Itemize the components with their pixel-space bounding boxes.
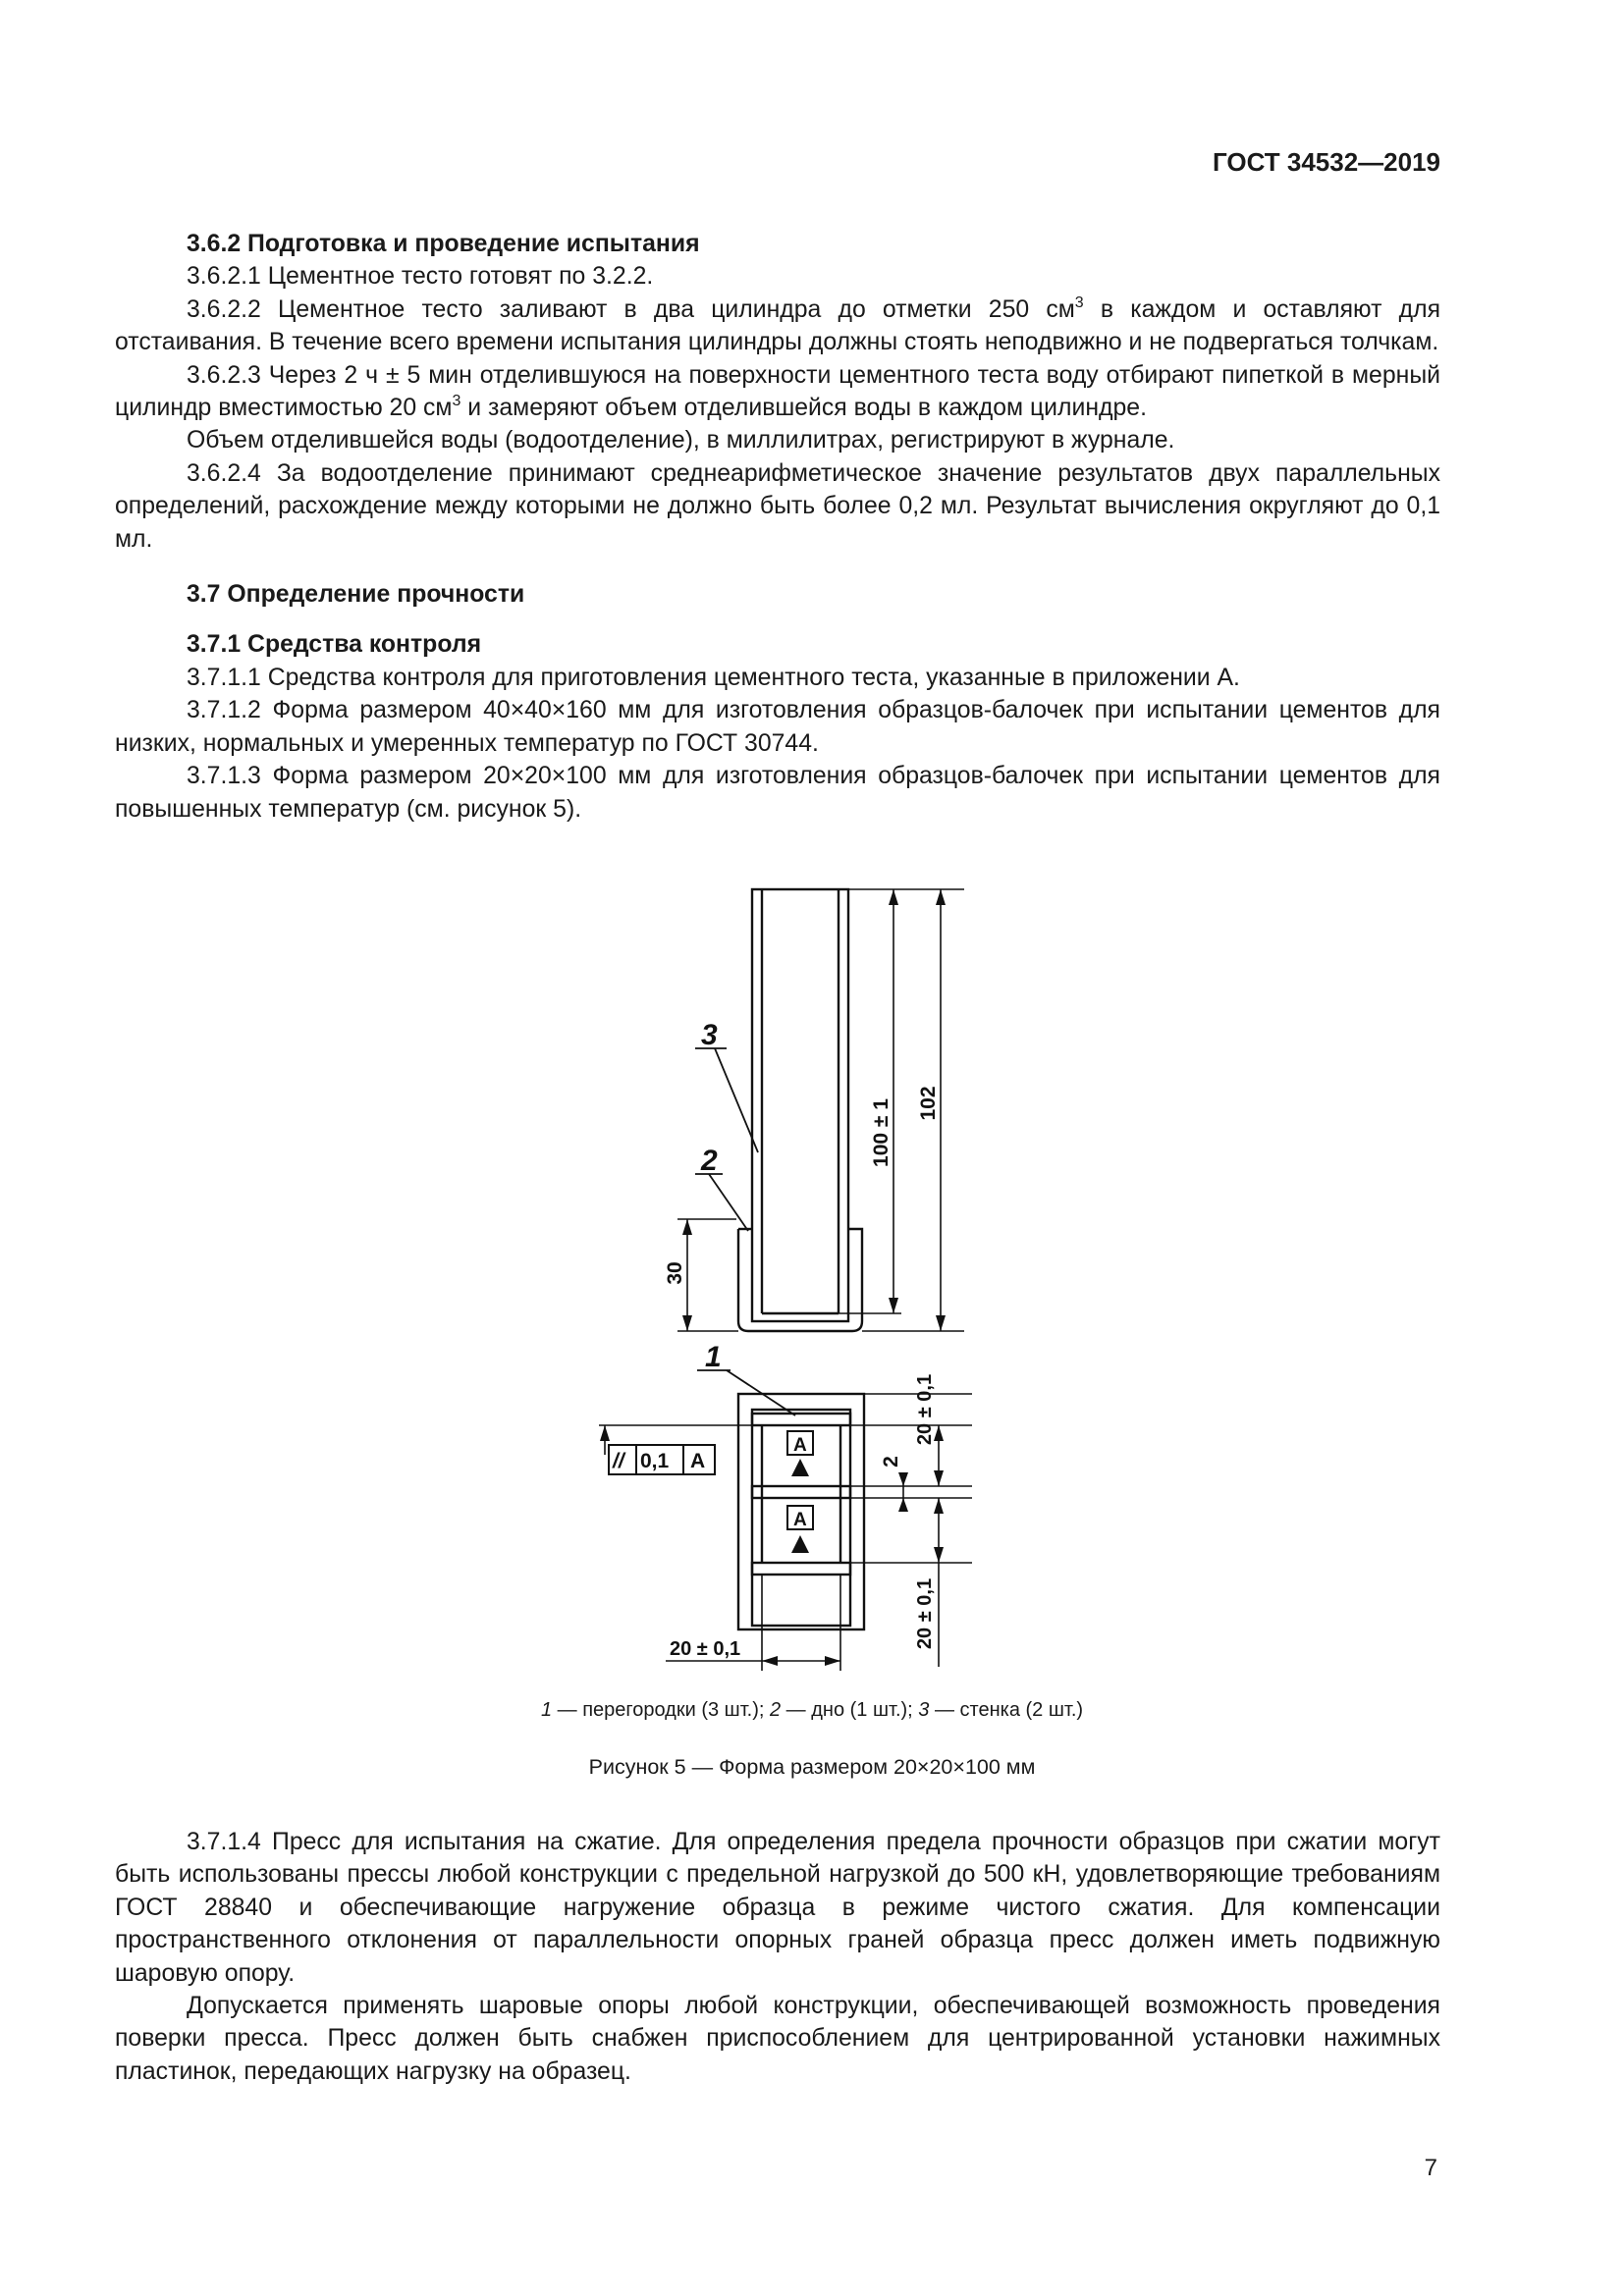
datum-triangle-2 — [791, 1535, 809, 1553]
document-code: ГОСТ 34532—2019 — [1213, 147, 1440, 177]
dim-20-bottom-label: 20 ± 0,1 — [914, 1577, 936, 1650]
text-block-top — [115, 228, 1440, 826]
figure-legend — [0, 1699, 1624, 1722]
arrow-100-bottom — [889, 1298, 898, 1313]
partition-top — [752, 1414, 850, 1425]
paragraph-3-6-2-4: 3.6.2.4 За водоотделение принимают среднеарифметическое значение результатов двух параллельных определений, расхождение между которыми не должно быть более 0,2 мл. Результат вычисления округляют до 0,1 мл. — [115, 459, 1440, 553]
legend-num-3: 3 — [918, 1699, 930, 1721]
legend-num-1: 1 — [540, 1699, 553, 1721]
bottom-plate — [738, 1229, 862, 1331]
leader-2 — [709, 1174, 748, 1231]
arrow-20-bottom-up — [934, 1498, 944, 1514]
arrow-102-bottom — [936, 1315, 946, 1331]
paragraph-3-6-2-3-part-a: 3.6.2.3 Через 2 ч ± 5 мин отделившуюся на поверхности цементного теста воду отбирают пипеткой в мерный цилиндр вместимостью 20 см — [115, 361, 1440, 422]
callout-2: 2 — [701, 1145, 718, 1177]
paragraph-3-6-2-3-part-b: и замеряют объем отделившейся воды в каждом цилиндре. — [460, 395, 1147, 422]
tol-arrow — [600, 1425, 610, 1441]
dim-width-label: 20 ± 0,1 — [670, 1638, 741, 1660]
paragraph-3-7-1-1: 3.7.1.1 Средства контроля для приготовления цементного теста, указанные в приложении А. — [187, 664, 1240, 691]
superscript-3: 3 — [1074, 294, 1084, 311]
page-number: 7 — [1424, 2155, 1437, 2181]
legend-text-3: — стенка (2 шт.) — [929, 1699, 1084, 1721]
arrow-width-right — [825, 1656, 840, 1666]
paragraph-3-6-2-2-part-b: в каждом и оставляют для отстаивания. В течение всего времени испытания цилиндры должны стоять неподвижно и не подвергаться толчкам. — [115, 295, 1440, 356]
arrow-30-top — [682, 1219, 692, 1235]
section-heading-3-7-1: 3.7.1 Средства контроля — [187, 631, 482, 659]
arrow-20-top-down — [934, 1470, 944, 1486]
paragraph-3-7-1-2: 3.7.1.2 Форма размером 40×40×160 мм для изготовления образцов-балочек при испытании цементов для низких, нормальных и умеренных температур по ГОСТ 30744. — [115, 697, 1440, 757]
datum-label-a-1: А — [793, 1435, 807, 1456]
paragraph-ball-supports: Допускается применять шаровые опоры любой конструкции, обеспечивающей возможность проведения поверки пресса. Пресс должен быть снабжен приспособлением для центрированной установки нажимных пластинок, передающих нагрузку на образец. — [115, 1993, 1440, 2085]
figure-caption: Рисунок 5 — Форма размером 20×20×100 мм — [588, 1755, 1036, 1779]
datum-triangle-1 — [791, 1459, 809, 1476]
arrow-20-bottom-down — [934, 1547, 944, 1563]
partition-bottom — [752, 1563, 850, 1575]
side-wall-outline — [752, 889, 848, 1321]
dim-2-label: 2 — [880, 1456, 902, 1468]
arrow-102-top — [936, 889, 946, 905]
paragraph-3-7-1-4: 3.7.1.4 Пресс для испытания на сжатие. Для определения предела прочности образцов при сжатии могут быть использованы прессы любой конструкции с предельной нагрузкой до 500 кН, удовлетворяющие требованиям ГОСТ 28840 и обеспечивающие нагружение образца в режиме чистого сжатия. Для компенсации пространственного отклонения от параллельности опорных граней образца пресс должен иметь подвижную шаровую опору. — [115, 1829, 1440, 1987]
paragraph-3-7-1-3: 3.7.1.3 Форма размером 20×20×100 мм для изготовления образцов-балочек при испытании цементов для повышенных температур (см. рисунок 5). — [115, 763, 1440, 823]
dim-102-label: 102 — [917, 1086, 940, 1121]
legend-text-1: — перегородки (3 шт.); — [552, 1699, 770, 1721]
paragraph-3-6-2-2-part-a: 3.6.2.2 Цементное тесто заливают в два цилиндра до отметки 250 см — [187, 295, 1075, 323]
paragraph-water-volume: Объем отделившейся воды (водоотделение), в миллилитрах, регистрируют в журнале. — [187, 427, 1175, 454]
paragraph-3-6-2-1: 3.6.2.1 Цементное тесто готовят по 3.2.2. — [187, 263, 654, 291]
section-heading-3-7: 3.7 Определение прочности — [187, 581, 525, 609]
paragraph-3-6-2-2 — [115, 294, 1440, 359]
callout-3: 3 — [701, 1019, 718, 1051]
arrow-2-down — [898, 1472, 908, 1486]
arrow-2-up — [898, 1498, 908, 1512]
datum-label-a-2: А — [793, 1510, 807, 1530]
text-block-bottom — [115, 1826, 1440, 2088]
paragraph-3-6-2-3 — [115, 359, 1440, 425]
dim-20-top-label: 20 ± 0,1 — [914, 1373, 936, 1446]
side-arrowheads — [682, 889, 946, 1331]
tolerance-value: 0,1 — [640, 1450, 670, 1472]
partition-middle — [752, 1486, 850, 1498]
legend-text-2: — дно (1 шт.); — [781, 1699, 919, 1721]
legend-num-2: 2 — [769, 1699, 782, 1721]
section-heading-3-6-2: 3.6.2 Подготовка и проведение испытания — [187, 231, 700, 257]
figure-5-mold-drawing — [579, 876, 992, 1671]
tolerance-datum: А — [690, 1450, 706, 1472]
arrow-30-bottom — [682, 1315, 692, 1331]
callout-1: 1 — [705, 1341, 722, 1373]
tolerance-symbol: // — [613, 1450, 624, 1472]
superscript-3: 3 — [452, 393, 461, 410]
arrow-100-top — [889, 889, 898, 905]
dim-100-label: 100 ± 1 — [870, 1098, 893, 1167]
dim-30-label: 30 — [664, 1261, 686, 1285]
arrow-width-left — [762, 1656, 778, 1666]
